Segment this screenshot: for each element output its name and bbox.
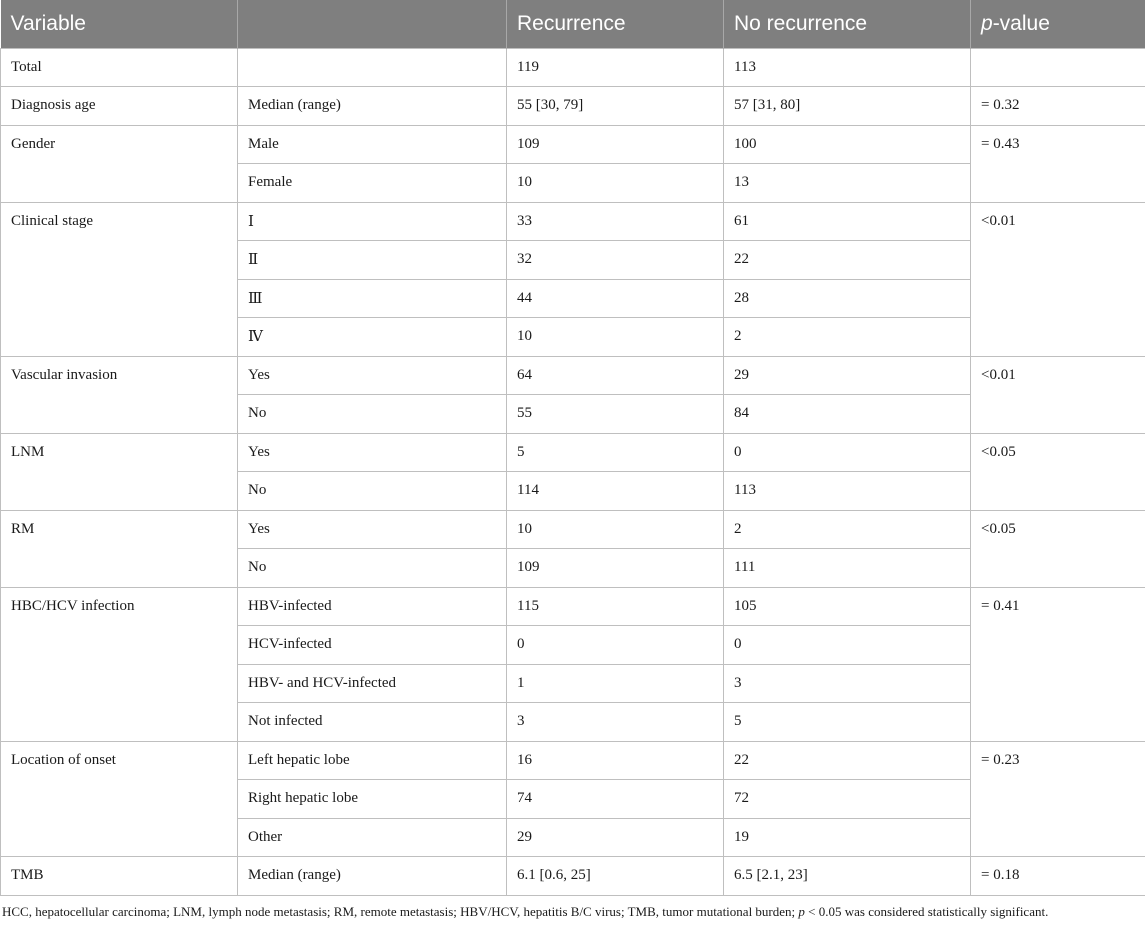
recurrence-cell: 115 [507,587,724,626]
no-recurrence-cell: 111 [724,549,971,588]
recurrence-cell: 32 [507,241,724,280]
table-body [1,48,1145,895]
header-p-italic: p [981,11,993,35]
no-recurrence-cell: 22 [724,241,971,280]
table-row [1,741,1145,780]
subcategory-cell: HBV-infected [238,587,507,626]
footnote-p-italic: p [798,903,805,919]
p-value-cell: <0.05 [971,510,1145,587]
table-row [1,125,1145,164]
subcategory-cell: Ⅱ [238,241,507,280]
subcategory-cell: Median (range) [238,87,507,126]
subcategory-cell: HCV-infected [238,626,507,665]
subcategory-cell [238,48,507,87]
variable-cell: Clinical stage [1,202,238,356]
p-value-cell: <0.05 [971,433,1145,510]
no-recurrence-cell: 84 [724,395,971,434]
recurrence-cell: 0 [507,626,724,665]
no-recurrence-cell: 0 [724,433,971,472]
no-recurrence-cell: 61 [724,202,971,241]
table-row [1,48,1145,87]
recurrence-cell: 55 [30, 79] [507,87,724,126]
variable-cell: HBC/HCV infection [1,587,238,741]
no-recurrence-cell: 3 [724,664,971,703]
subcategory-cell: Other [238,818,507,857]
subcategory-cell: Yes [238,510,507,549]
variable-cell: TMB [1,857,238,896]
recurrence-cell: 33 [507,202,724,241]
subcategory-cell: Ⅳ [238,318,507,357]
no-recurrence-cell: 2 [724,510,971,549]
recurrence-cell: 5 [507,433,724,472]
footnote-text: HCC, hepatocellular carcinoma; LNM, lymph node metastasis; RM, remote metastasis; HBV/HCV, hepatitis B/C virus; TMB, tumor mutational burden; [2,903,799,919]
no-recurrence-cell: 13 [724,164,971,203]
table-row [1,433,1145,472]
table-row [1,202,1145,241]
variable-cell: RM [1,510,238,587]
recurrence-cell: 1 [507,664,724,703]
header-variable: Variable [1,0,238,48]
no-recurrence-cell: 22 [724,741,971,780]
header-subcategory [238,0,507,48]
variable-cell: Vascular invasion [1,356,238,433]
recurrence-cell: 10 [507,164,724,203]
no-recurrence-cell: 105 [724,587,971,626]
recurrence-cell: 10 [507,510,724,549]
p-value-cell: <0.01 [971,202,1145,356]
variable-cell: Total [1,48,238,87]
subcategory-cell: Ⅰ [238,202,507,241]
p-value-cell: = 0.32 [971,87,1145,126]
no-recurrence-cell: 0 [724,626,971,665]
no-recurrence-cell: 29 [724,356,971,395]
header-recurrence: Recurrence [507,0,724,48]
p-value-cell [971,48,1145,87]
subcategory-cell: Ⅲ [238,279,507,318]
header-p-suffix: -value [992,11,1050,35]
no-recurrence-cell: 57 [31, 80] [724,87,971,126]
variable-cell: Location of onset [1,741,238,857]
subcategory-cell: No [238,395,507,434]
header-no-recurrence: No recurrence [724,0,971,48]
subcategory-cell: Not infected [238,703,507,742]
recurrence-cell: 55 [507,395,724,434]
no-recurrence-cell: 113 [724,472,971,511]
no-recurrence-cell: 19 [724,818,971,857]
subcategory-cell: Female [238,164,507,203]
subcategory-cell: Left hepatic lobe [238,741,507,780]
subcategory-cell: Median (range) [238,857,507,896]
subcategory-cell: Right hepatic lobe [238,780,507,819]
variable-cell: LNM [1,433,238,510]
no-recurrence-cell: 100 [724,125,971,164]
p-value-cell: <0.01 [971,356,1145,433]
table-row [1,857,1145,896]
no-recurrence-cell: 5 [724,703,971,742]
subcategory-cell: Yes [238,356,507,395]
header-p-value [971,0,1145,48]
recurrence-cell: 109 [507,125,724,164]
p-value-cell: = 0.43 [971,125,1145,202]
table-row [1,356,1145,395]
p-value-cell: = 0.41 [971,587,1145,741]
subcategory-cell: Male [238,125,507,164]
recurrence-cell: 6.1 [0.6, 25] [507,857,724,896]
table-row [1,510,1145,549]
footnote-text-end: < 0.05 was considered statistically significant. [804,903,1049,919]
no-recurrence-cell: 2 [724,318,971,357]
subcategory-cell: Yes [238,433,507,472]
recurrence-cell: 16 [507,741,724,780]
variable-cell: Diagnosis age [1,87,238,126]
recurrence-cell: 29 [507,818,724,857]
recurrence-cell: 114 [507,472,724,511]
table-footnote [0,896,1144,921]
recurrence-cell: 10 [507,318,724,357]
p-value-cell: = 0.18 [971,857,1145,896]
recurrence-cell: 64 [507,356,724,395]
no-recurrence-cell: 113 [724,48,971,87]
variable-cell: Gender [1,125,238,202]
recurrence-cell: 119 [507,48,724,87]
recurrence-cell: 109 [507,549,724,588]
subcategory-cell: No [238,549,507,588]
table-header [1,0,1145,48]
recurrence-cell: 3 [507,703,724,742]
p-value-cell: = 0.23 [971,741,1145,857]
recurrence-cell: 74 [507,780,724,819]
subcategory-cell: HBV- and HCV-infected [238,664,507,703]
subcategory-cell: No [238,472,507,511]
no-recurrence-cell: 72 [724,780,971,819]
no-recurrence-cell: 6.5 [2.1, 23] [724,857,971,896]
recurrence-cell: 44 [507,279,724,318]
table-row [1,87,1145,126]
header-row [1,0,1145,48]
no-recurrence-cell: 28 [724,279,971,318]
table-row [1,587,1145,626]
